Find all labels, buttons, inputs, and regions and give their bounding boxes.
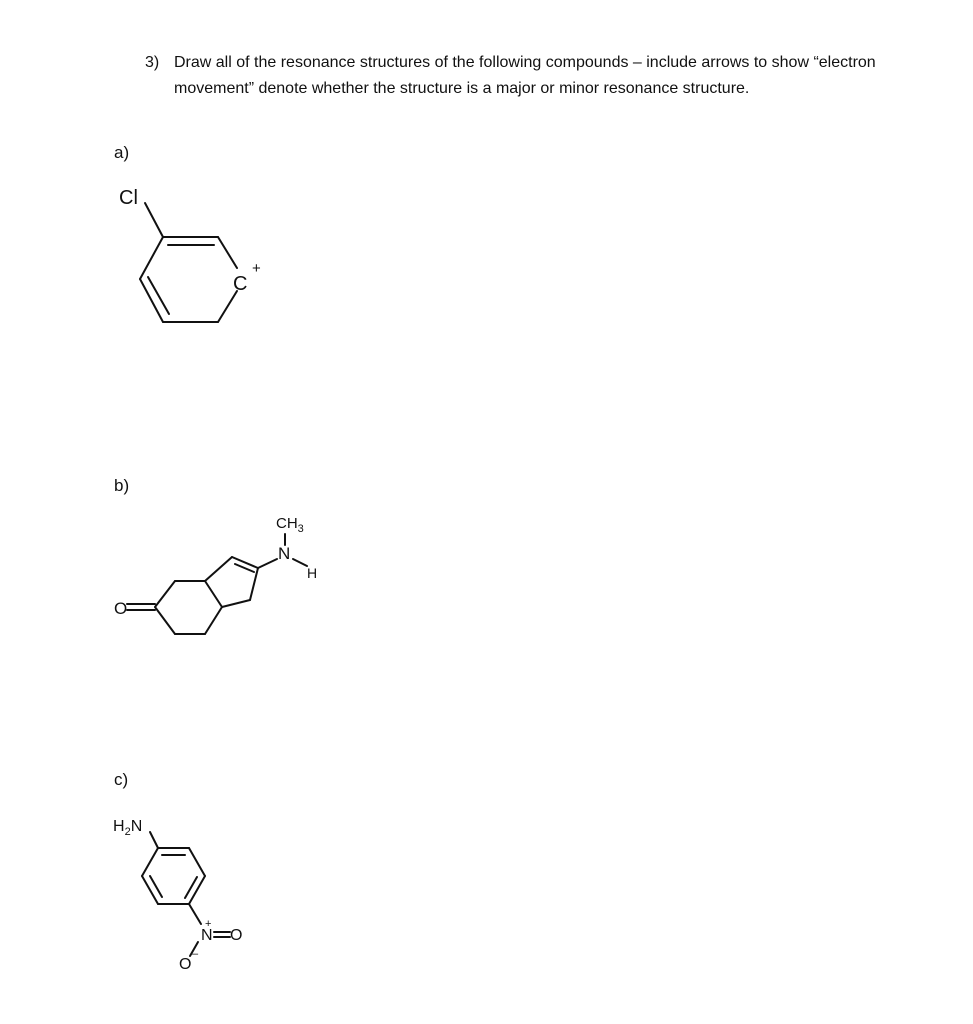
part-a-label: a) [114,143,130,162]
atom-o-single: O [179,956,192,973]
amine-h: H [113,818,125,835]
amine-subscript: 2 [124,826,131,838]
atom-n-nitro: N [201,927,213,944]
bond-c3-c4 [189,876,205,904]
methyl-ch: CH [276,515,298,532]
charge-plus-nitro: + [205,918,212,930]
bond-nh2-c1 [150,832,158,848]
atom-h: H [307,565,318,581]
atom-o: O [114,599,128,618]
atom-cl: Cl [119,187,138,209]
atom-carbocation: C [233,273,248,295]
amine-n: N [130,818,143,835]
part-b-label: b) [114,476,130,495]
methyl-subscript: 3 [297,523,304,535]
bond-c4-nitro [189,904,201,924]
part-c-label: c) [114,770,129,789]
atom-o-double: O [230,927,243,944]
bond-c2-c3 [189,848,205,876]
question-text: Draw all of the resonance structures of the following compounds – include arrows to show “electron movement” denote whether the structure is a major or minor resonance structure. [174,54,876,97]
charge-minus-oxygen: – [192,948,199,960]
question-number: 3) [145,54,160,71]
bond-c5-c6 [142,876,158,904]
charge-plus: + [252,260,261,277]
bond-c6-c1 [142,848,158,876]
atom-n: N [278,544,291,563]
amine-label [113,818,142,838]
